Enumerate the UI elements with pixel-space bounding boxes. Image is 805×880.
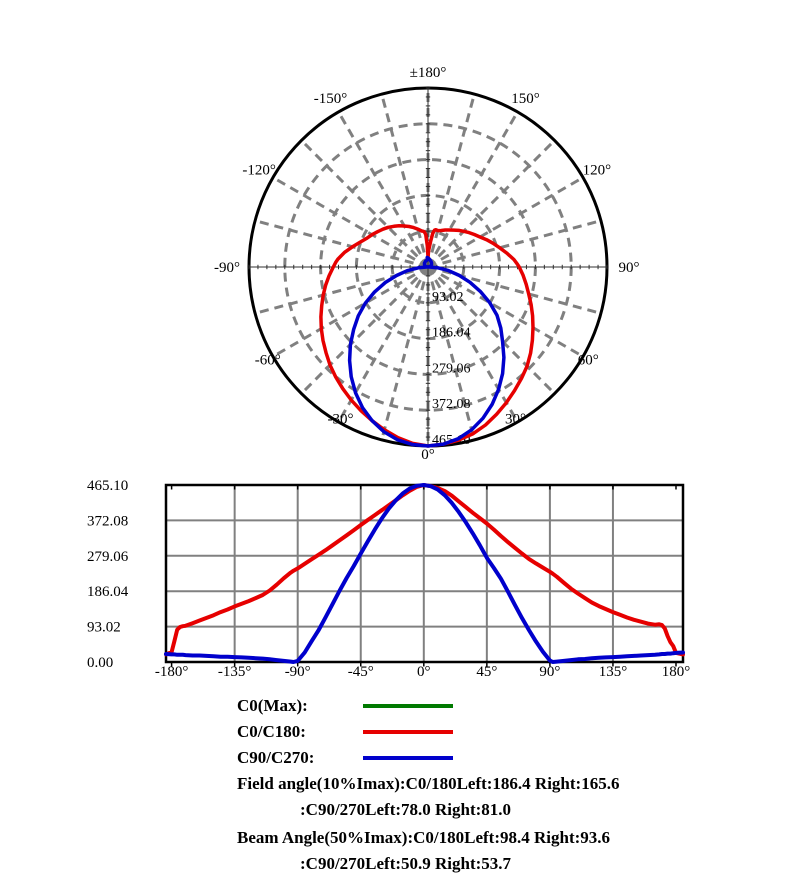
legend-label-c0c180: C0/C180: xyxy=(237,722,306,741)
legend-swatch-blue-line xyxy=(363,756,453,760)
legend-label-c90c270: C90/C270: xyxy=(237,748,315,767)
legend-row-c90c270 xyxy=(237,748,453,768)
polar-ring-label: 186.04 xyxy=(432,325,471,341)
xtick-label: 180° xyxy=(661,664,691,680)
polar-angle-label: -120° xyxy=(242,162,276,179)
field-angle-c90-270-text: :C90/270Left:78.0 Right:81.0 xyxy=(300,800,512,819)
polar-angle-label: 150° xyxy=(511,91,540,108)
intensity-curve-chart xyxy=(87,478,690,680)
polar-ring-labels xyxy=(432,290,471,448)
legend-row-c0c180 xyxy=(237,722,453,742)
polar-ring-label: 279.06 xyxy=(432,361,471,377)
ytick-label: 372.08 xyxy=(87,513,129,530)
xtick-label: 135° xyxy=(598,664,628,680)
ytick-label: 186.04 xyxy=(87,584,129,601)
xtick-label: -180° xyxy=(154,664,189,680)
polar-angle-label: ±180° xyxy=(409,65,447,81)
polar-angle-label: 60° xyxy=(577,352,599,369)
xtick-label: -45° xyxy=(347,664,374,680)
cartesian-grid xyxy=(166,485,683,662)
polar-angle-label: -150° xyxy=(313,91,348,108)
ytick-label: 93.02 xyxy=(87,619,121,636)
field-angle-c0-180-text: Field angle(10%Imax):C0/180Left:186.4 Right:165.6 xyxy=(237,774,620,793)
polar-angle-label: -60° xyxy=(254,352,281,369)
xtick-label: -135° xyxy=(217,664,252,680)
polar-angle-label: -90° xyxy=(214,260,240,276)
polar-angle-label: 120° xyxy=(582,162,612,179)
cartesian-xtick-labels xyxy=(155,664,690,680)
polar-ring-label: 372.08 xyxy=(432,397,471,413)
polar-angle-label: 30° xyxy=(505,411,526,428)
ytick-label: 0.00 xyxy=(87,655,114,671)
xtick-label: 90° xyxy=(539,664,561,680)
xtick-label: -90° xyxy=(284,664,311,680)
cartesian-ytick-labels xyxy=(87,478,129,671)
polar-ring-label: 93.02 xyxy=(432,289,464,305)
polar-angle-label: 0° xyxy=(421,447,435,463)
beam-angle-c90-270-text: :C90/270Left:50.9 Right:53.7 xyxy=(300,854,512,873)
xtick-label: 45° xyxy=(476,664,498,680)
legend-swatch-green-line xyxy=(363,704,453,708)
ytick-label: 279.06 xyxy=(87,548,129,565)
legend-swatch-red-line xyxy=(363,730,453,734)
beam-angle-c0-180-text: Beam Angle(50%Imax):C0/180Left:98.4 Right:93.6 xyxy=(237,828,611,847)
ytick-label: 465.10 xyxy=(87,478,129,494)
polar-grid-spoke xyxy=(428,94,474,267)
polar-intensity-chart xyxy=(214,65,640,463)
legend-row-c0max xyxy=(237,696,453,716)
xtick-label: 0° xyxy=(417,664,431,680)
polar-angle-label: 90° xyxy=(618,260,640,276)
polar-ring-label: 465.10 xyxy=(432,433,471,448)
polar-angle-label: -30° xyxy=(327,411,354,428)
legend-label-c0max: C0(Max): xyxy=(237,696,308,715)
